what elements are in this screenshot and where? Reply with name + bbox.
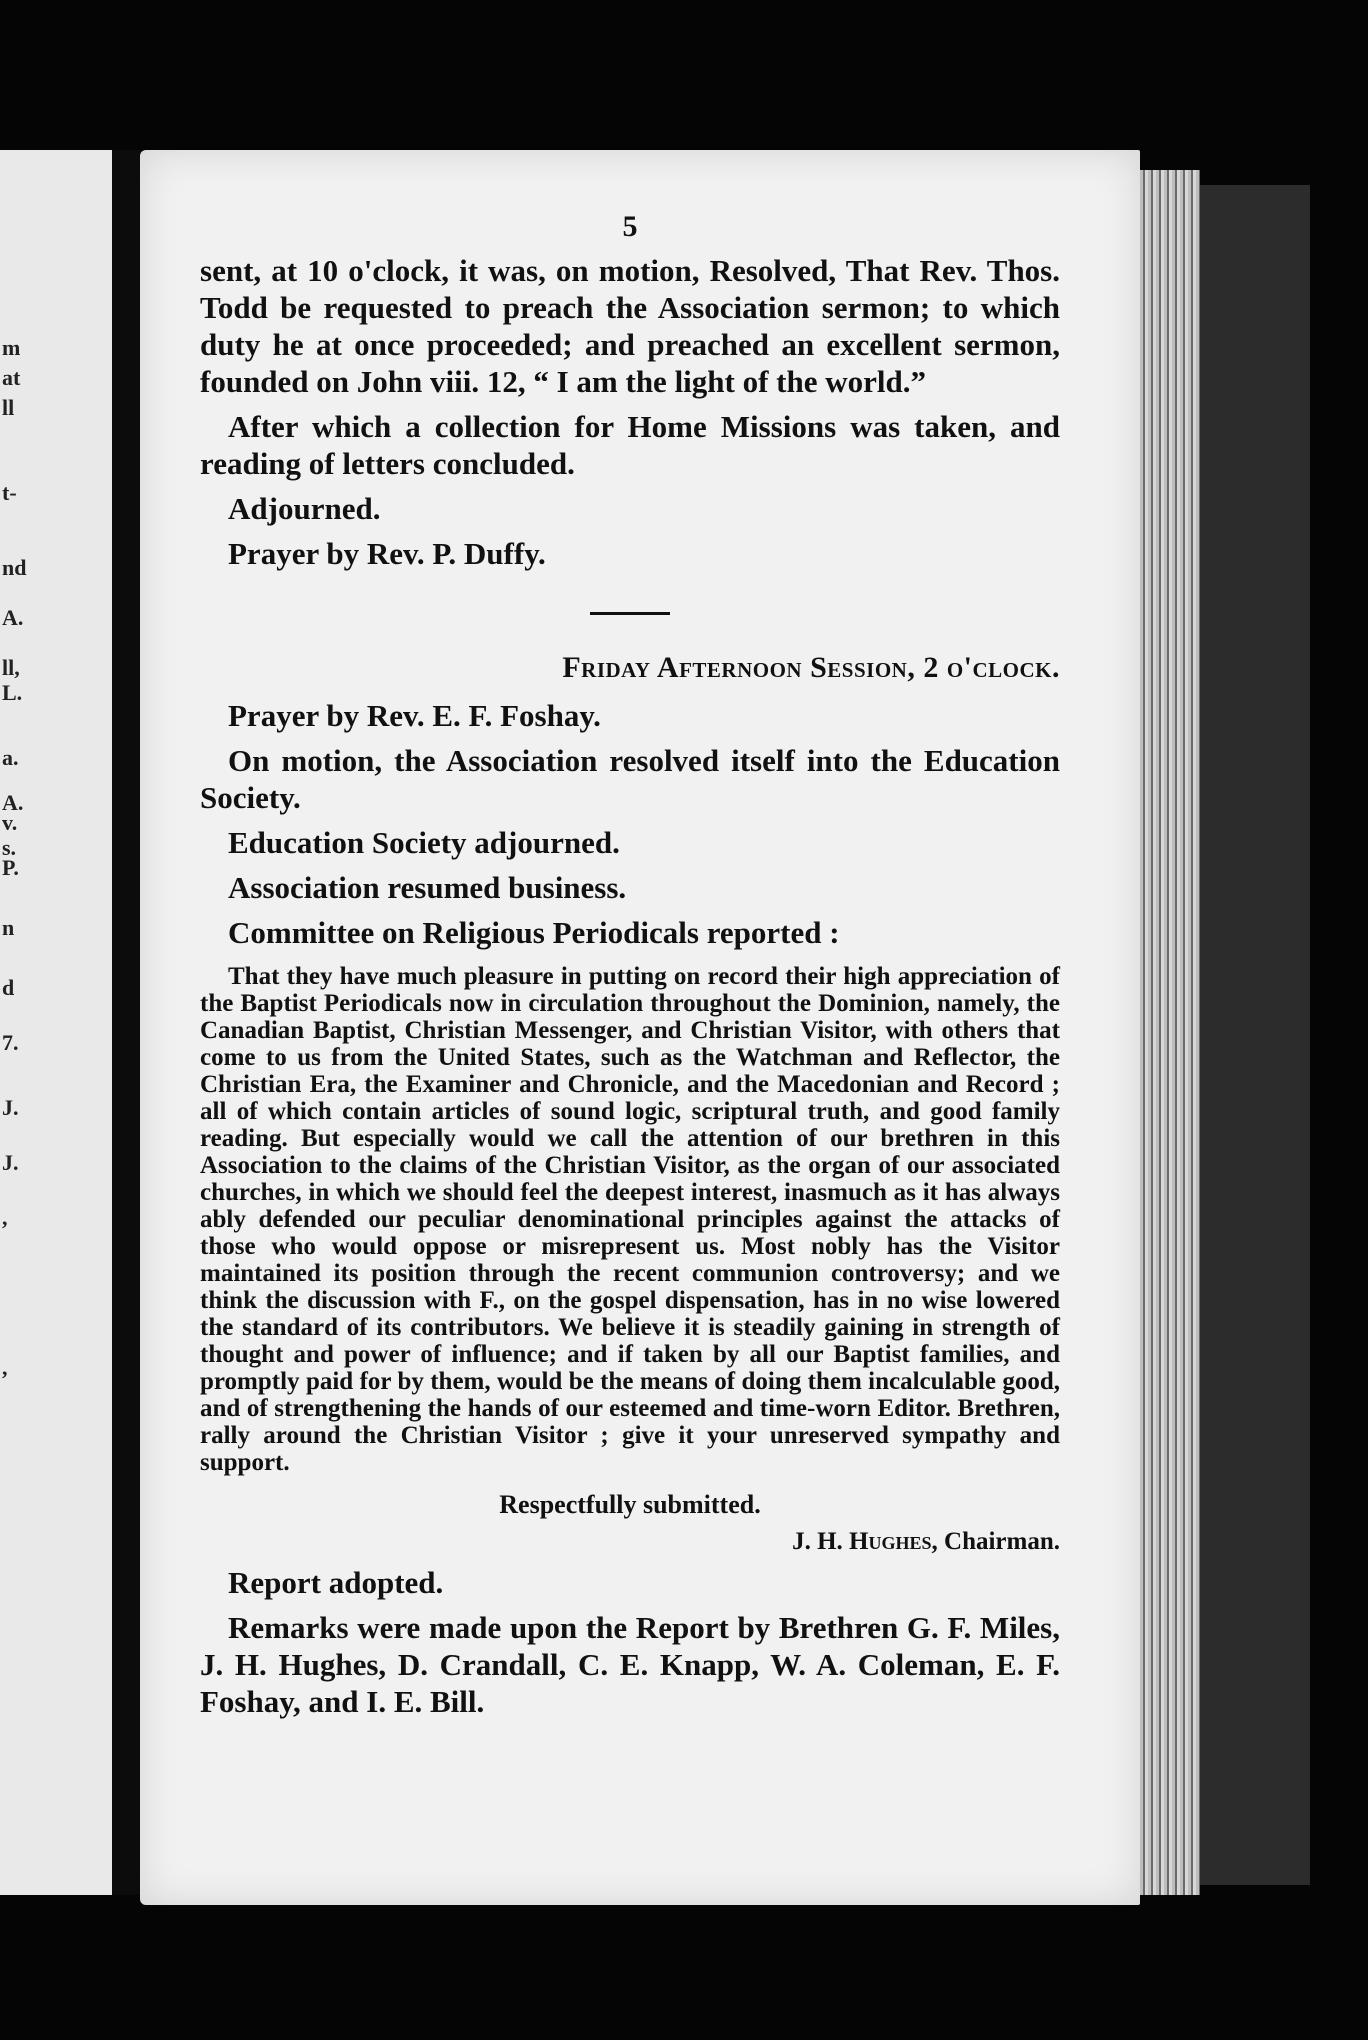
left-fragment: at [2,365,21,390]
left-fragment: m [2,335,21,360]
section-divider [590,612,670,615]
left-fragment: ll, [2,655,20,680]
paragraph-prayer-duffy: Prayer by Rev. P. Duffy. [228,536,546,571]
paragraph-collection: After which a collection for Home Missions was taken, and reading of letters concluded. [200,409,1060,481]
paragraph-society-adjourned: Education Society adjourned. [228,825,620,860]
paragraph-education-society: On motion, the Association resolved itself into the Education Society. [200,743,1060,815]
left-fragment: nd [2,555,27,580]
left-fragment: s. [2,835,17,860]
book-gutter [112,150,140,1895]
paragraph-remarks: Remarks were made upon the Report by Brethren G. F. Miles, J. H. Hughes, D. Crandall, C. E. Knapp, W. A. Coleman, E. F. Foshay, and I. E. Bill. [200,1610,1060,1719]
left-fragment: J. [2,1150,19,1175]
signature-name: J. H. Hughes, [792,1528,938,1555]
left-fragment: 7. [2,1030,19,1055]
left-page-edge [0,150,112,1895]
page-edges [1140,170,1200,1895]
left-fragment: n [2,915,15,940]
left-fragment: A. [2,605,24,630]
paragraph-adjourned: Adjourned. [228,491,381,526]
signature-role: Chairman. [944,1528,1060,1555]
left-fragment: L. [2,680,23,705]
respectfully-submitted: Respectfully submitted. [499,1490,761,1519]
left-fragment: t- [2,480,17,505]
committee-report: That they have much pleasure in putting on record their high appreciation of the Baptist Periodicals now in circulation throughout the Dominion, namely, the Canadian Baptist, Christian Messenger, and Christian Visitor, with others that come to us from the United States, such as the Watchman and Reflector, the Christian Era, the Examiner and Chronicle, and the Macedonian and Record ; all of which contain articles of sound logic, scriptural truth, and good family reading. But especially would we call the attention of our brethren in this Association to the claims of the Christian Visitor, as the organ of our associated churches, in which we should feel the deepest interest, inasmuch as it has always ably defended our peculiar denominational principles against the attacks of those who would oppose or misrepresent us. Most nobly has the Visitor maintained its position through the recent communion controversy; and we think the discussion with F., on the gospel dispensation, has in no wise lowered the standard of its contributors. We believe it is steadily gaining in strength of thought and power of influence; and if taken by all our Baptist families, and promptly paid for by them, would be the means of doing them incalculable good, and of strengthening the hands of our esteemed and time-worn Editor. Brethren, rally around the Christian Visitor ; give it your unreserved sympathy and support. [200,963,1060,1476]
page-content [200,210,1060,1720]
left-fragment: ll [2,395,15,420]
book-cover [1200,185,1310,1885]
left-fragment: P. [2,855,19,880]
left-fragment: , [2,1205,8,1230]
signature [200,1528,1060,1556]
left-fragment: J. [2,1095,19,1120]
paragraph-prayer-foshay: Prayer by Rev. E. F. Foshay. [228,698,601,733]
paragraph-sermon: sent, at 10 o'clock, it was, on motion, Resolved, That Rev. Thos. Todd be requested to preach the Association sermon; to which duty he at once proceeded; and preached an excellent sermon, founded on John viii. 12, “ I am the light of the world.” [200,253,1060,399]
left-fragment: A. [2,790,24,815]
book-page [140,150,1140,1905]
paragraph-report-adopted: Report adopted. [228,1565,444,1600]
left-fragment: v. [2,810,18,835]
session-heading: Friday Afternoon Session, 2 o'clock. [562,651,1060,684]
left-fragment: a. [2,745,19,770]
paragraph-committee: Committee on Religious Periodicals reported : [228,915,840,950]
page-number: 5 [622,210,638,243]
left-fragment: d [2,975,15,1000]
left-fragment: , [2,1355,8,1380]
paragraph-resumed: Association resumed business. [228,870,627,905]
